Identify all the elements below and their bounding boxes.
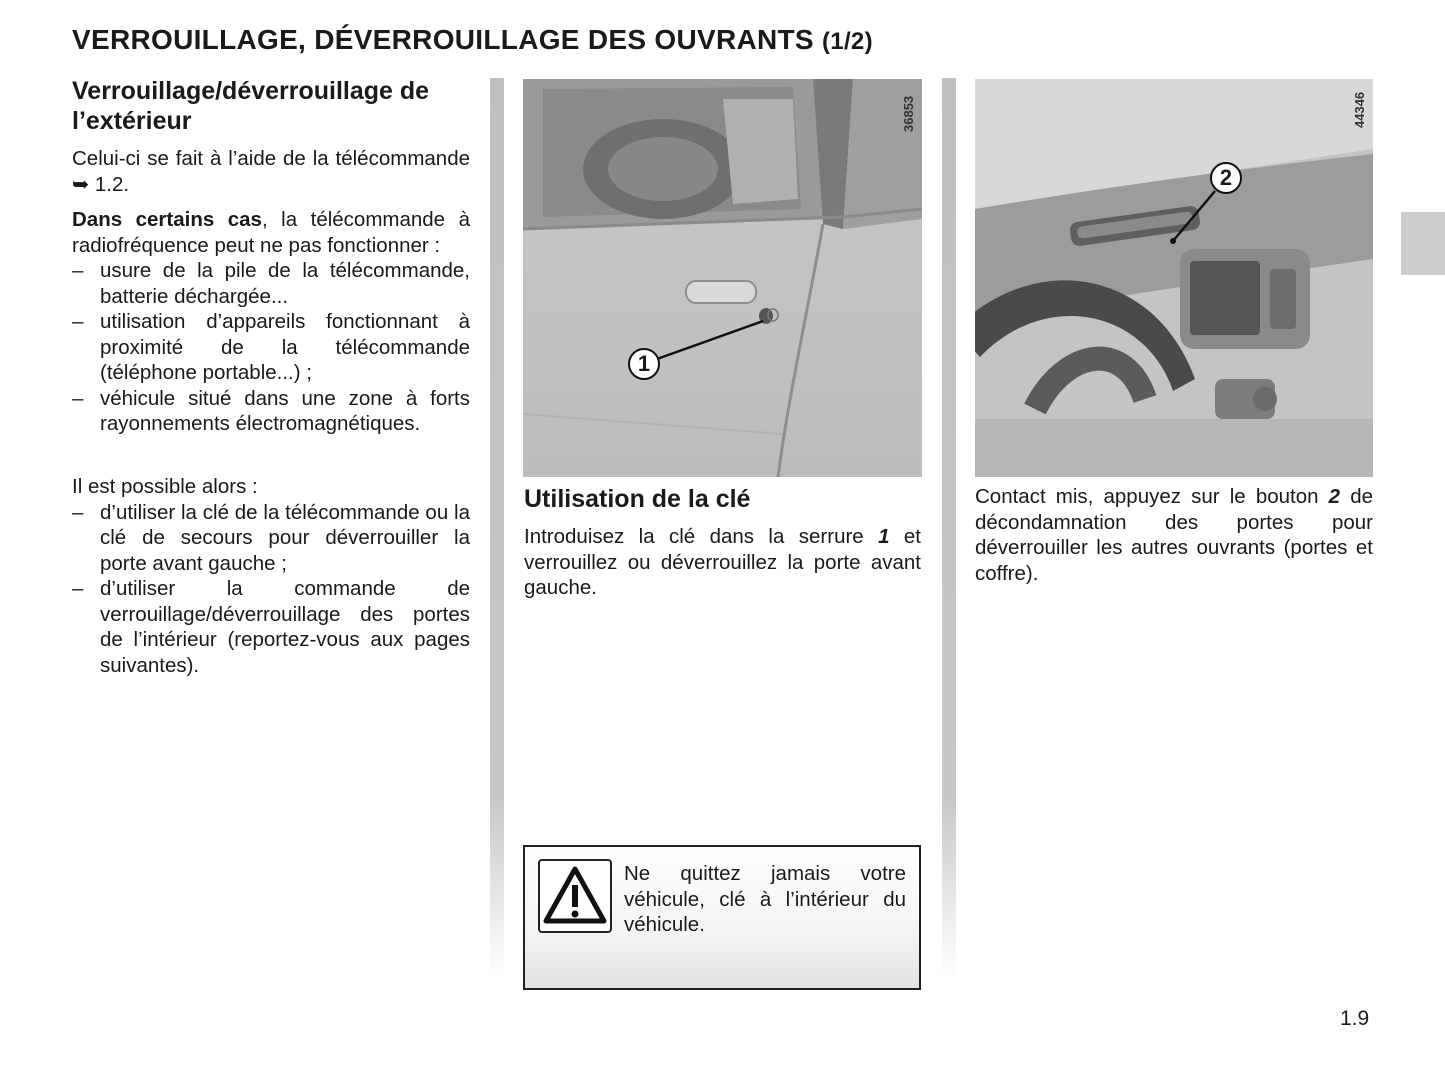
dashboard-button-illustration: [975, 79, 1373, 477]
unlock-button-paragraph: [975, 484, 1373, 586]
cases-block: [72, 207, 470, 437]
cases-paragraph: [72, 207, 470, 258]
text-segment: Contact mis, appuyez sur le bouton: [975, 485, 1329, 508]
figure-reference-number: 44346: [1352, 91, 1367, 128]
possible-block: [72, 474, 470, 678]
inline-reference: 1: [878, 525, 890, 548]
text-segment: de décondamnation des portes pour déverrouiller les autres ouvrants (portes et coffre).: [975, 485, 1373, 585]
page-title-suffix: (1/2): [822, 28, 873, 55]
page-title-main: VERROUILLAGE, DÉVERROUILLAGE DES OUVRANTS: [72, 24, 814, 55]
inline-reference: 2: [1328, 485, 1341, 508]
cases-list: [72, 258, 470, 437]
page-title: [72, 24, 873, 56]
column-divider: [490, 78, 504, 978]
list-item: – utilisation d’appareils fonctionnant à proximité de la télécommande (téléphone portable...) ;: [72, 309, 470, 386]
list-item: – d’utiliser la commande de verrouillage/déverrouillage des portes de l’intérieur (reportez-vous aux pages suivantes).: [72, 576, 470, 678]
column-divider: [942, 78, 956, 978]
key-instruction-paragraph: [524, 524, 921, 601]
list-item: – d’utiliser la clé de la télécommande ou la clé de secours pour déverrouiller la porte avant gauche ;: [72, 500, 470, 577]
warning-triangle-icon: [538, 859, 612, 933]
cases-bold: Dans certains cas: [72, 208, 262, 231]
callout-marker-1: 1: [628, 348, 660, 380]
callout-marker-2: 2: [1210, 162, 1242, 194]
intro-paragraph: Celui-ci se fait à l’aide de la télécommande ➥ 1.2.: [72, 147, 470, 196]
section-heading-exterior: Verrouillage/déverrouillage de l’extérieur: [72, 77, 430, 135]
possible-intro: Il est possible alors :: [72, 475, 258, 498]
figure-reference-number: 36853: [901, 95, 916, 132]
list-item: – véhicule situé dans une zone à forts rayonnements électromagnétiques.: [72, 386, 470, 437]
cases-text: , la télécommande à radiofréquence peut ne pas fonctionner :: [72, 208, 470, 257]
possible-list: [72, 500, 470, 679]
list-item: – usure de la pile de la télécommande, batterie déchargée...: [72, 258, 470, 309]
text-segment: et verrouillez ou déverrouillez la porte avant gauche.: [524, 525, 921, 599]
warning-text: Ne quittez jamais votre véhicule, clé à l’intérieur du véhicule.: [624, 862, 906, 936]
section-heading-key: Utilisation de la clé: [524, 485, 751, 513]
door-lock-illustration: [523, 79, 922, 477]
page-number: 1.9: [1340, 1007, 1370, 1030]
chapter-tab: [1401, 212, 1445, 275]
text-segment: Introduisez la clé dans la serrure: [524, 525, 879, 548]
warning-box: [523, 845, 921, 990]
